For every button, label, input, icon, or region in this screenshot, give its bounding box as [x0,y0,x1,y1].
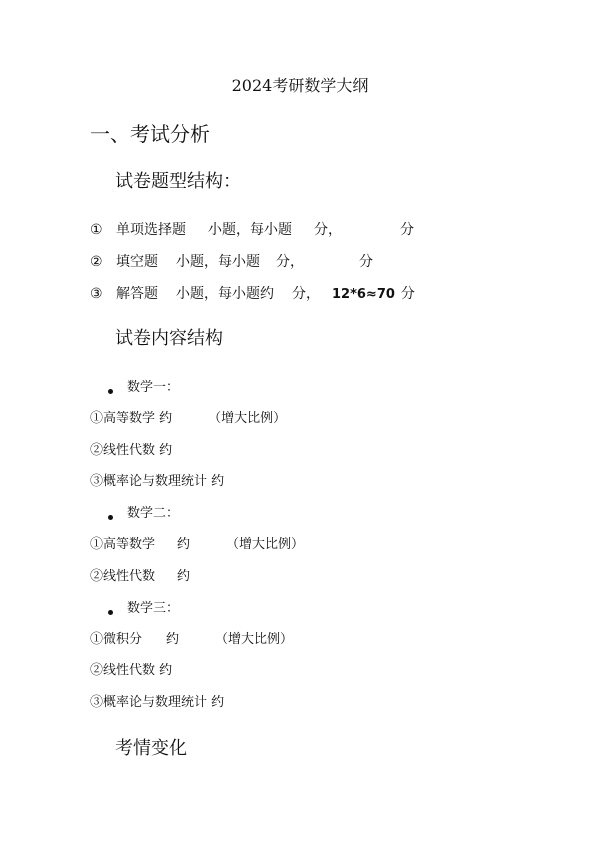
question-number: ② [90,254,103,270]
question-total-text: 分 [400,222,414,238]
question-total-text: 分 [400,286,415,302]
bullet-math1 [108,376,179,395]
question-score-formula: 12*6≈70 [332,287,395,302]
section-heading-exam-analysis: 一、考试分析 [90,122,210,146]
question-count-text: 小题，每小题 [208,222,292,238]
question-type: 填空题 [116,254,158,270]
bullet-math3 [108,597,179,616]
question-count-text: 小题，每小题 [176,254,260,270]
bullet-label: 数学二： [127,506,180,521]
question-number: ① [90,222,103,238]
question-type: 单项选择题 [116,222,186,238]
bullet-math2 [108,502,179,521]
bullet-label: 数学一： [127,380,180,395]
math3-item-1: ①微积分 约 （增大比例） [90,632,294,647]
question-number: ③ [90,286,103,302]
heading-content-structure: 试卷内容结构 [115,328,223,349]
bullet-icon [108,515,113,520]
question-type-line-2 [90,251,373,271]
question-score-text: 分， [276,254,304,270]
question-type-line-1 [90,219,414,239]
bullet-label: 数学三： [127,601,180,616]
math2-item-1: ①高等数学 约 （增大比例） [90,537,305,552]
math1-item-1: ①高等数学 约 （增大比例） [90,411,287,426]
question-total-text: 分 [359,254,373,270]
question-type: 解答题 [116,286,158,302]
math3-item-3: ③概率论与数理统计 约 [90,695,225,710]
math3-item-2: ②线性代数 约 [90,663,173,678]
document-title: 2024考研数学大纲 [231,76,369,95]
question-score-text: 分， [314,222,342,238]
math2-item-2: ②线性代数 约 [90,569,191,584]
heading-paper-structure: 试卷题型结构： [115,171,241,192]
bullet-icon [108,610,113,615]
question-score-text: 分， [292,286,320,302]
heading-exam-changes: 考情变化 [115,738,187,759]
math1-item-2: ②线性代数 约 [90,443,173,458]
question-count-text: 小题，每小题约 [176,286,274,302]
question-type-line-3 [90,283,415,303]
bullet-icon [108,389,113,394]
math1-item-3: ③概率论与数理统计 约 [90,474,225,489]
